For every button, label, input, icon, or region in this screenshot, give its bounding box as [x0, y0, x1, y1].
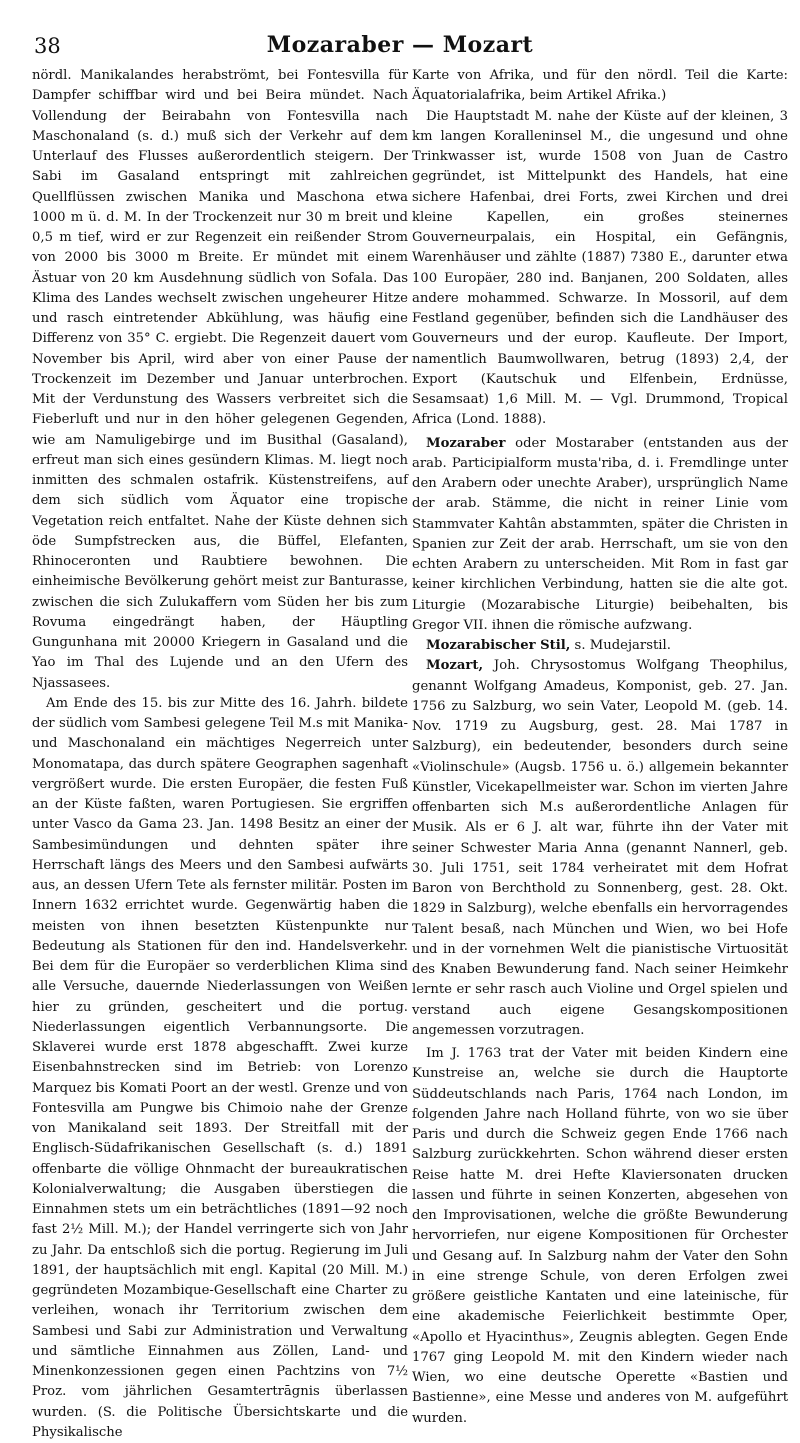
entry-headword: Mozart,: [426, 658, 484, 674]
entry-mozaraber: [412, 434, 788, 637]
left-paragraph-2: Am Ende des 15. bis zur Mitte des 16. Jahrh. bildete der südlich vom Sambesi gelegene Teil M.s mit Manika- und Maschonaland ein mächtiges Negerreich unter Monomatapa, das durch spätere Geographen sagenhaft vergrößert wurde. Die ersten Europäer, die festen Fuß an der Küste faßten, waren Portugiesen. Sie ergriffen unter Vasco da Gama 23. Jan. 1498 Besitz an einer der Sambesimündungen und dehnten später ihre Herrschaft längs des Meers und den Sambesi aufwärts aus, an dessen Ufern Tete als fernster militär. Posten im Innern 1632 errichtet wurde. Gegenwärtig haben die meisten von ihnen besetzten Küstenpunkte nur Bedeutung als Stationen für den ind. Handelsverkehr. Bei dem für die Europäer so verderblichen Klima sind alle Versuche, dauernde Niederlassungen von Weißen hier zu gründen, gescheitert und die portug. Niederlassungen eigentlich Verbannungsorte. Die Sklaverei wurde erst 1878 abgeschafft. Zwei kurze Eisenbahnstrecken sind im Betrieb: von Lorenzo Marquez bis Komati Poort an der westl. Grenze und von Fontesvilla am Pungwe bis Chimoio nahe der Grenze von Manikaland seit 1893. Der Streitfall mit der Englisch-Südafrikanischen Gesellschaft (s. d.) 1891 offenbarte die völlige Ohnmacht der bureaukratischen Kolonialverwaltung; die Ausgaben überstiegen die Einnahmen stets um ein beträchtliches (1891—92 noch fast 2½ Mill. M.); der Handel verringerte sich von Jahr zu Jahr. Da entschloß sich die portug. Regierung im Juli 1891, der hauptsächlich mit engl. Kapital (20 Mill. M.) gegründeten Mozambique-Gesellschaft eine Charter zu verleihen, wonach ihr Territorium zwischen dem Sambesi und Sabi zur Administration und Verwaltung und sämtliche Einnahmen aus Zöllen, Land- und Minenkonzessionen gegen einen Pachtzins von 7½ Proz. vom jährlichen Gesamtertrāgnis überlassen wurden. (S. die Politische Übersichtskarte und die Physikalische: [32, 695, 408, 1440]
page-header: [26, 30, 774, 66]
right-column: [412, 66, 788, 1429]
entry-text: oder Mostaraber (entstanden aus der arab. Participialform musta'riba, d. i. Fremdlinge unter den Arabern oder unechte Araber), ursprünglich Name der arab. Stämme, die nicht in reiner Linie vom Stammvater Kahtân abstammten, später die Christen in Spanien zur Zeit der arab. Herrschaft, um sie von den echten Arabern zu unterscheiden. Mit Rom in fast gar keiner kirchlichen Verbindung, hatten sie die alte got. Liturgie (Mozarabische Liturgie) beibehalten, bis Gregor VII. ihnen die römische aufzwang.: [412, 435, 788, 633]
right-paragraph-2: Die Hauptstadt M. nahe der Küste auf der kleinen, 3 km langen Koralleninsel M., die ungesund und ohne Trinkwasser ist, wurde 1508 von Juan de Castro gegründet, ist Mittelpunkt des Handels, hat eine sichere Hafenbai, drei Forts, zwei Kirchen und drei kleine Kapellen, ein großes steinernes Gouverneurpalais, ein Hospital, ein Gefängnis, Warenhäuser und zählte (1887) 7380 E., darunter etwa 100 Europäer, 280 ind. Banjanen, 200 Soldaten, alles andere mohammed. Schwarze. In Mossoril, auf dem Festland gegenüber, befinden sich die Landhäuser des Gouverneurs und der europ. Kaufleute. Der Import, namentlich Baumwollwaren, betrug (1893) 2,4, der Export (Kautschuk und Elfenbein, Erdnüsse, Sesamsaat) 1,6 Mill. M. — Vgl. Drummond, Tropical Africa (Lond. 1888).: [412, 108, 788, 428]
left-column: [32, 66, 408, 1443]
entry-mozarabischer-stil: [412, 636, 788, 656]
entry-headword: Mozarabischer Stil,: [426, 638, 571, 653]
entry-text: s. Mudejarstil.: [570, 638, 671, 653]
entry-text: Joh. Chrysostomus Wolfgang Theophilus, genannt Wolfgang Amadeus, Komponist, geb. 27. Jan. 1756 zu Salzburg, wo sein Vater, Leopold M. (geb. 14. Nov. 1719 zu Augsburg, gest. 28. Mai 1787 in Salzburg), ein bedeutender, besonders durch seine «Violinschule» (Augsb. 1756 u. ö.) allgemein bekannter Künstler, Vicekapellmeister war. Schon im vierten Jahre offenbarten sich M.s außerordentliche Anlagen für Musik. Als er 6 J. alt war, führte ihn der Vater mit seiner Schwester Maria Anna (genannt Nannerl, geb. 30. Juli 1751, seit 1784 verheiratet mit dem Hofrat Baron von Berchthold zu Sonnenberg, gest. 28. Okt. 1829 in Salzburg), welche ebenfalls ein hervorragendes Talent besaß, nach München und Wien, wo bei Hofe und in der vornehmen Welt die pianistische Virtuosität des Knaben Bewunderung fand. Nach seiner Heimkehr lernte er sehr rasch auch Violine und Orgel spielen und verstand auch eigene Gesangskompositionen angemessen vorzutragen.: [412, 658, 788, 1038]
right-paragraph-last: Im J. 1763 trat der Vater mit beiden Kindern eine Kunstreise an, welche sie durch die Hauptorte Süddeutschlands nach Paris, 1764 nach London, im folgenden Jahre nach Holland führte, von wo sie über Paris und durch die Schweiz gegen Ende 1766 nach Salzburg zurückkehrten. Schon während dieser ersten Reise hatte M. drei Hefte Klaviersonaten drucken lassen und führte in seinen Konzerten, abgesehen von den Improvisationen, welche die größte Bewunderung hervorriefen, nur eigene Kompositionen für Orchester und Gesang auf. In Salzburg nahm der Vater den Sohn in eine strenge Schule, von deren Erfolgen zwei größere geistliche Kantaten und eine lateinische, für eine akademische Feierlichkeit bestimmte Oper, «Apollo et Hyacinthus», Zeugnis ablegten. Gegen Ende 1767 ging Leopold M. mit den Kindern wieder nach Wien, wo eine deutsche Operette «Bastien und Bastienne», eine Messe und anderes von M. aufgeführt wurden.: [412, 1046, 788, 1426]
running-title: Mozaraber — Mozart: [266, 32, 534, 58]
entry-headword: Mozaraber: [426, 435, 506, 451]
entry-mozart: [412, 656, 788, 1041]
right-paragraph-1: Karte von Afrika, und für den nördl. Teil die Karte: Äquatorialafrika, beim Artikel Afrika.): [412, 68, 788, 104]
left-paragraph-1: nördl. Manikalandes herabströmt, bei Fontesvilla für Dampfer schiffbar wird und bei Beira mündet. Nach Vollendung der Beirabahn von Fontesvilla nach Maschonaland (s. d.) muß sich der Verkehr auf dem Unterlauf des Flusses außerordentlich steigern. Der Sabi im Gasaland entspringt mit zahlreichen Quellflüssen zwischen Manika und Maschona etwa 1000 m ü. d. M. In der Trockenzeit nur 30 m breit und 0,5 m tief, wird er zur Regenzeit ein reißender Strom von 2000 bis 3000 m Breite. Er mündet mit einem Ästuar von 20 km Ausdehnung südlich von Sofala. Das Klima des Landes wechselt zwischen ungeheurer Hitze und rasch eintretender Abkühlung, was häufig eine Differenz von 35° C. ergiebt. Die Regenzeit dauert vom November bis April, wird aber von einer Pause der Trockenzeit im Dezember und Januar unterbrochen. Mit der Verdunstung des Wassers verbreitet sich die Fieberluft und nur in den höher gelegenen Gegenden, wie am Namuligebirge und im Busithal (Gasaland), erfreut man sich eines gesündern Klimas. M. liegt noch inmitten des schmalen ostafrik. Küstenstreifens, auf dem sich südlich vom Äquator eine tropische Vegetation reich entfaltet. Nahe der Küste dehnen sich öde Sumpfstrecken aus, die Büffel, Elefanten, Rhinoceronten und Raubtiere bewohnen. Die einheimische Bevölkerung gehört meist zur Banturasse, zwischen die sich Zulukaffern vom Süden her bis zum Rovuma eingedrängt haben, der Häuptling Gungunhana mit 20000 Kriegern in Gasaland und die Yao im Thal des Lujende und an den Ufern des Njassasees.: [32, 68, 408, 691]
page-number: 38: [34, 34, 61, 58]
